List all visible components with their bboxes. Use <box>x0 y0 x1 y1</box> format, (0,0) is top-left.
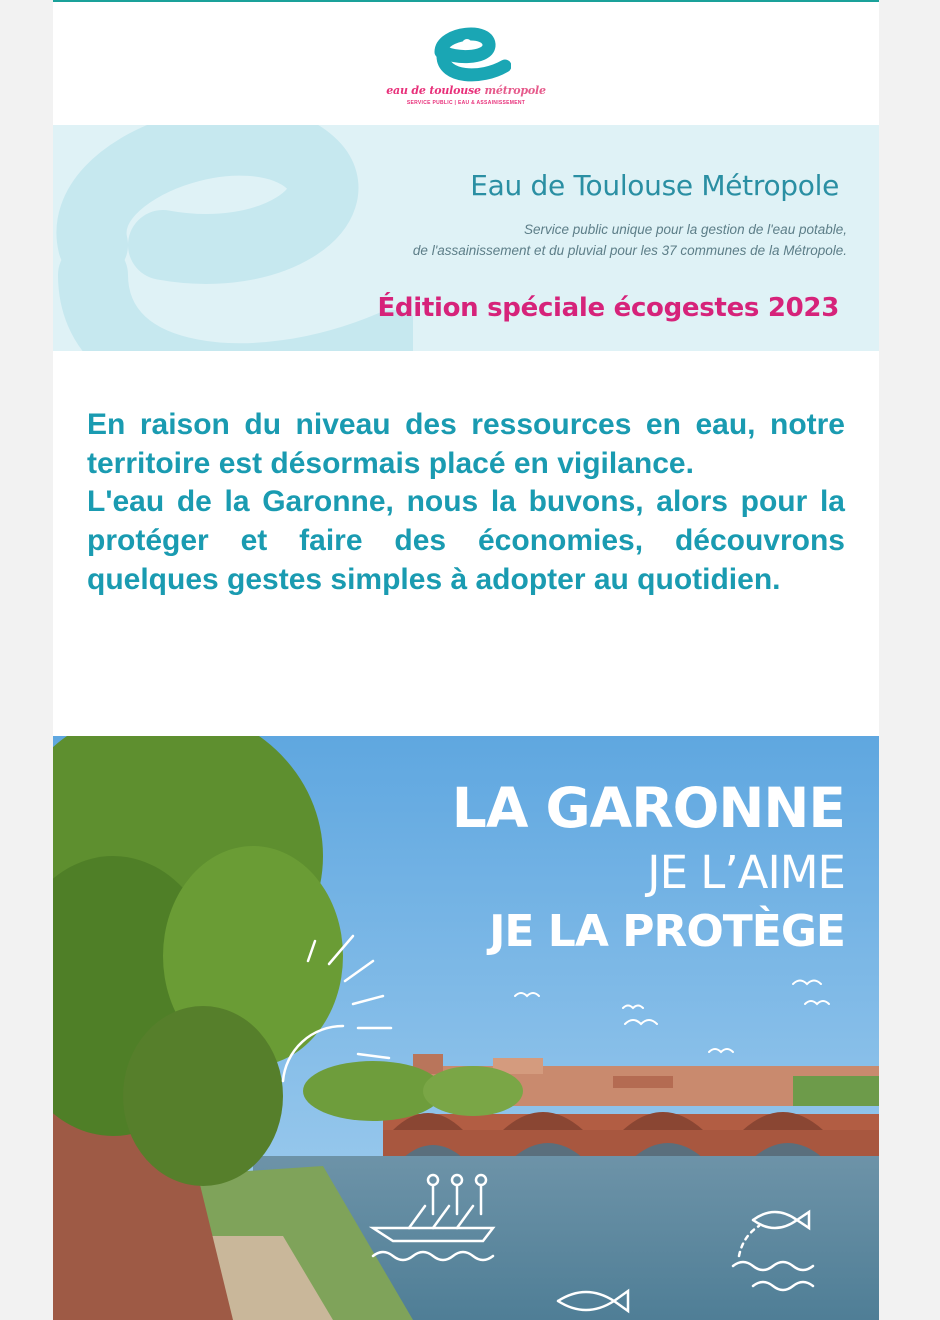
logo-wordmark <box>53 84 879 97</box>
intro-paragraph-1: En raison du niveau des ressources en eau, notre territoire est désormais placé en vigilance. <box>87 408 845 480</box>
banner-subtitle <box>413 219 847 261</box>
header-banner <box>53 125 879 351</box>
intro-text <box>87 406 845 600</box>
banner-subtitle-line1: Service public unique pour la gestion de l'eau potable, <box>523 222 847 237</box>
email-body <box>53 0 879 1320</box>
logo-tagline: SERVICE PUBLIC | EAU & ASSAINISSEMENT <box>406 100 526 106</box>
edition-label: Édition spéciale écogestes 2023 <box>377 293 839 323</box>
hero-title-line1: LA GARONNE <box>451 776 845 840</box>
logo-e-icon <box>421 22 511 82</box>
logo-brand-text: eau de toulouse <box>386 84 481 97</box>
banner-e-watermark-icon <box>53 125 413 351</box>
hero-title-line3: JE LA PROTÈGE <box>489 906 845 957</box>
logo[interactable] <box>53 2 879 125</box>
logo-brand-suffix: métropole <box>484 84 546 97</box>
banner-title: Eau de Toulouse Métropole <box>470 169 839 202</box>
hero-title-line2: JE L’AIME <box>647 846 845 899</box>
intro-paragraph-2: L'eau de la Garonne, nous la buvons, alors pour la protéger et faire des économies, découvrons quelques gestes simples à adopter au quotidien. <box>87 485 845 596</box>
hero-image[interactable] <box>53 736 879 1320</box>
banner-subtitle-line2: de l'assainissement et du pluvial pour les 37 communes de la Métropole. <box>412 243 847 258</box>
